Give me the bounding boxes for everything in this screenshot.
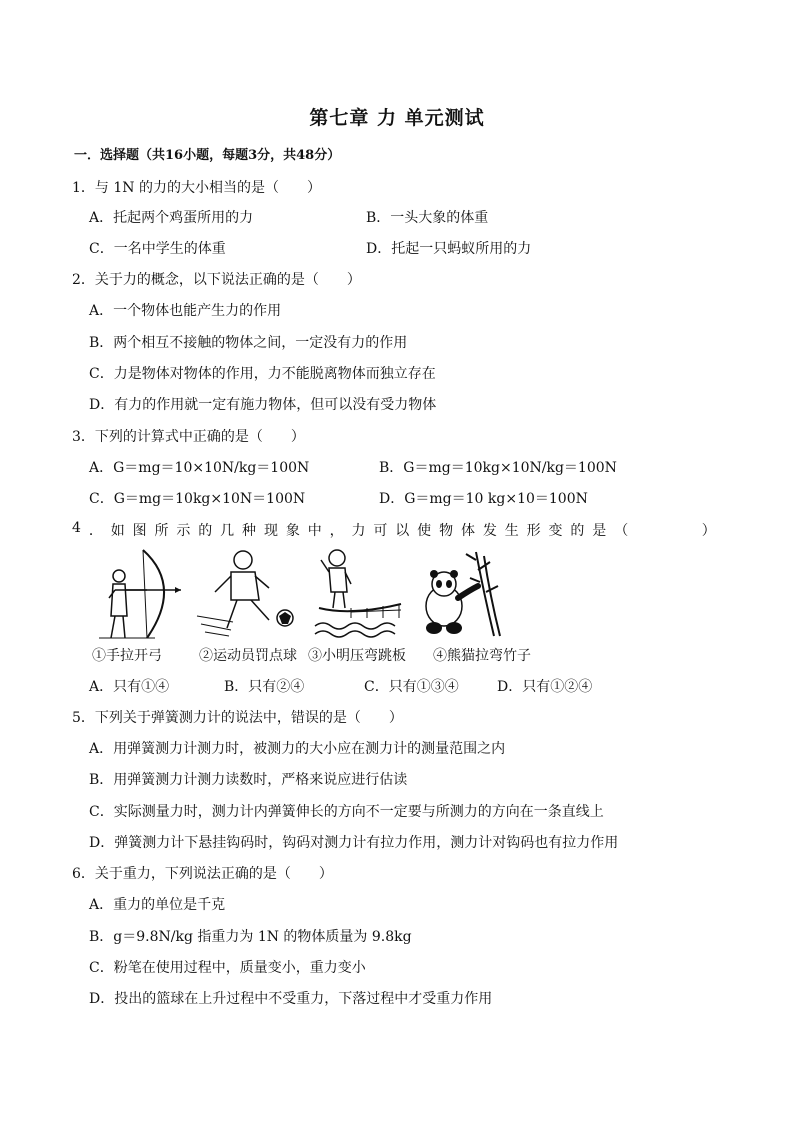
question-2-option-d: D．有力的作用就一定有施力物体，但可以没有受力物体: [89, 397, 437, 413]
section-heading: 一．选择题（共16小题，每题3分，共48分）: [74, 148, 341, 163]
question-6-option-b: B．g＝9.8N/kg 指重力为 1N 的物体质量为 9.8kg: [89, 929, 412, 945]
figure-caption-2: ②运动员罚点球: [199, 648, 297, 664]
question-2-option-b: B．两个相互不接触的物体之间，一定没有力的作用: [89, 335, 408, 351]
question-1-option-b: B．一头大象的体重: [366, 210, 489, 226]
panda-bamboo-illustration: [420, 546, 504, 642]
question-6-option-a: A．重力的单位是千克: [89, 897, 226, 913]
question-6-option-c: C．粉笔在使用过程中，质量变小，重力变小: [89, 960, 366, 976]
question-4-option-d: D．只有①②④: [497, 679, 593, 695]
figure-caption-3: ③小明压弯跳板: [308, 648, 406, 664]
question-5-option-c: C．实际测量力时，测力计内弹簧伸长的方向不一定要与所测力的方向在一条直线上: [89, 804, 604, 820]
figure-caption-1: ①手拉开弓: [92, 648, 162, 664]
question-2-stem: 2．关于力的概念，以下说法正确的是（ ）: [72, 272, 361, 288]
question-4-option-b: B．只有②④: [224, 679, 305, 695]
question-1-stem: 1．与 1N 的力的大小相当的是（ ）: [72, 180, 321, 196]
question-3-stem: 3．下列的计算式中正确的是（ ）: [72, 429, 305, 445]
question-3-option-b: B．G＝mg＝10kg×10N/kg＝100N: [379, 460, 617, 476]
question-5-option-a: A．用弹簧测力计测力时，被测力的大小应在测力计的测量范围之内: [89, 741, 506, 757]
question-1-option-c: C．一名中学生的体重: [89, 241, 226, 257]
figure-caption-4: ④熊猫拉弯竹子: [433, 648, 531, 664]
archer-illustration: [95, 546, 185, 642]
question-3-option-a: A．G＝mg＝10×10N/kg＝100N: [89, 460, 310, 476]
question-4-option-a: A．只有①④: [89, 679, 170, 695]
question-1-option-a: A．托起两个鸡蛋所用的力: [89, 210, 254, 226]
question-5-stem: 5．下列关于弹簧测力计的说法中，错误的是（ ）: [72, 710, 403, 726]
page-title: 第七章 力 单元测试: [309, 107, 485, 129]
diving-board-illustration: [311, 546, 407, 642]
question-2-option-a: A．一个物体也能产生力的作用: [89, 303, 282, 319]
question-3-option-c: C．G＝mg＝10kg×10N＝100N: [89, 491, 306, 507]
soccer-player-illustration: [193, 546, 299, 642]
question-3-option-d: D．G＝mg＝10 kg×10＝100N: [379, 491, 588, 507]
question-4-stem: 4 ． 如 图 所 示 的 几 种 现 象 中 ， 力 可 以 使 物 体 发 生 形 变 的 是 （ ）: [72, 520, 716, 539]
question-1-option-d: D．托起一只蚂蚁所用的力: [366, 241, 532, 257]
question-6-option-d: D．投出的篮球在上升过程中不受重力，下落过程中才受重力作用: [89, 991, 493, 1007]
question-6-stem: 6．关于重力，下列说法正确的是（ ）: [72, 866, 333, 882]
question-4-option-c: C．只有①③④: [364, 679, 459, 695]
question-5-option-b: B．用弹簧测力计测力读数时，严格来说应进行估读: [89, 772, 408, 788]
question-2-option-c: C．力是物体对物体的作用，力不能脱离物体而独立存在: [89, 366, 436, 382]
question-5-option-d: D．弹簧测力计下悬挂钩码时，钩码对测力计有拉力作用，测力计对钩码也有拉力作用: [89, 835, 619, 851]
